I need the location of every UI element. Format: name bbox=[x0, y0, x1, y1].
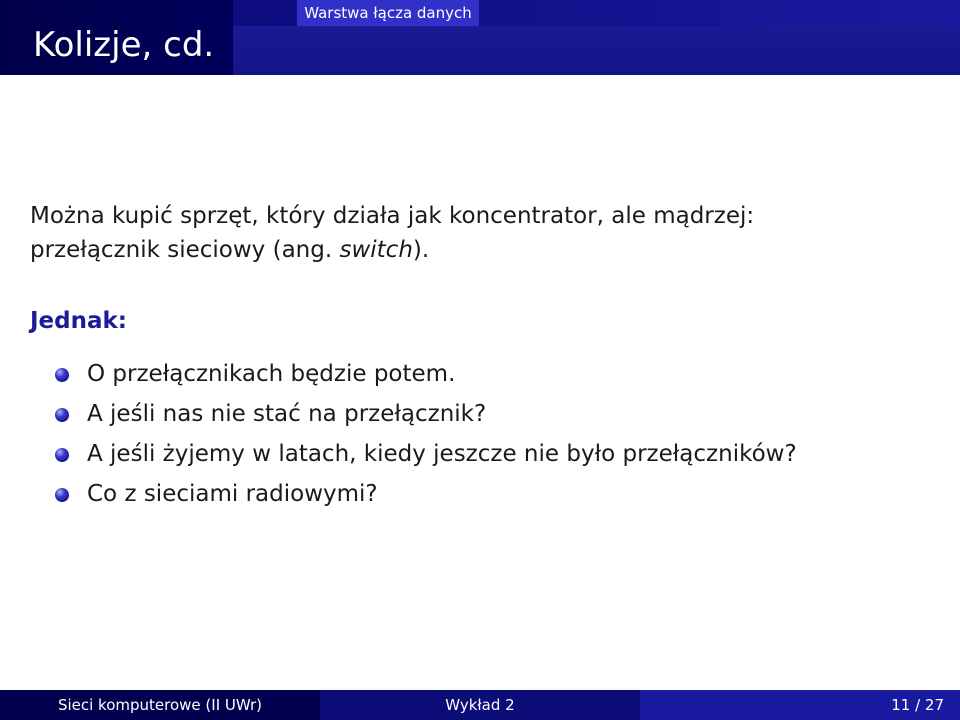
section-tab[interactable]: Warstwa łącza danych bbox=[297, 0, 479, 26]
list-item bbox=[55, 436, 797, 476]
bullet-ball-icon bbox=[55, 488, 69, 502]
slide-header bbox=[0, 0, 960, 75]
footer-lecture[interactable]: Wykład 2 bbox=[320, 690, 640, 720]
list-item bbox=[55, 396, 797, 436]
paragraph-line-1: Można kupić sprzęt, który działa jak koncentrator, ale mądrzej: bbox=[30, 203, 755, 229]
list-item bbox=[55, 356, 797, 396]
bullet-ball-icon bbox=[55, 408, 69, 422]
block-heading: Jednak: bbox=[30, 308, 128, 334]
bullet-ball-icon bbox=[55, 448, 69, 462]
paragraph-line-2-pre: przełącznik sieciowy (ang. bbox=[30, 237, 340, 263]
footer-right-segment bbox=[640, 690, 960, 720]
bullet-text: A jeśli żyjemy w latach, kiedy jeszcze nie było przełączników? bbox=[87, 441, 797, 467]
intro-paragraph bbox=[30, 199, 930, 267]
frame-title: Kolizje, cd. bbox=[33, 25, 215, 65]
header-subbar bbox=[233, 26, 960, 75]
footer-course[interactable]: Sieci komputerowe (II UWr) bbox=[0, 690, 320, 720]
list-item bbox=[55, 476, 797, 516]
bullet-text: O przełącznikach będzie potem. bbox=[87, 361, 456, 387]
bullet-text: A jeśli nas nie stać na przełącznik? bbox=[87, 401, 487, 427]
bullet-ball-icon bbox=[55, 368, 69, 382]
paragraph-line-2-post: ). bbox=[412, 237, 430, 263]
paragraph-line-2 bbox=[30, 233, 930, 267]
page-number: 11 / 27 bbox=[891, 696, 944, 714]
bullet-list bbox=[55, 356, 797, 516]
switch-term: switch bbox=[339, 237, 413, 263]
bullet-text: Co z sieciami radiowymi? bbox=[87, 481, 378, 507]
slide-footer bbox=[0, 690, 960, 720]
